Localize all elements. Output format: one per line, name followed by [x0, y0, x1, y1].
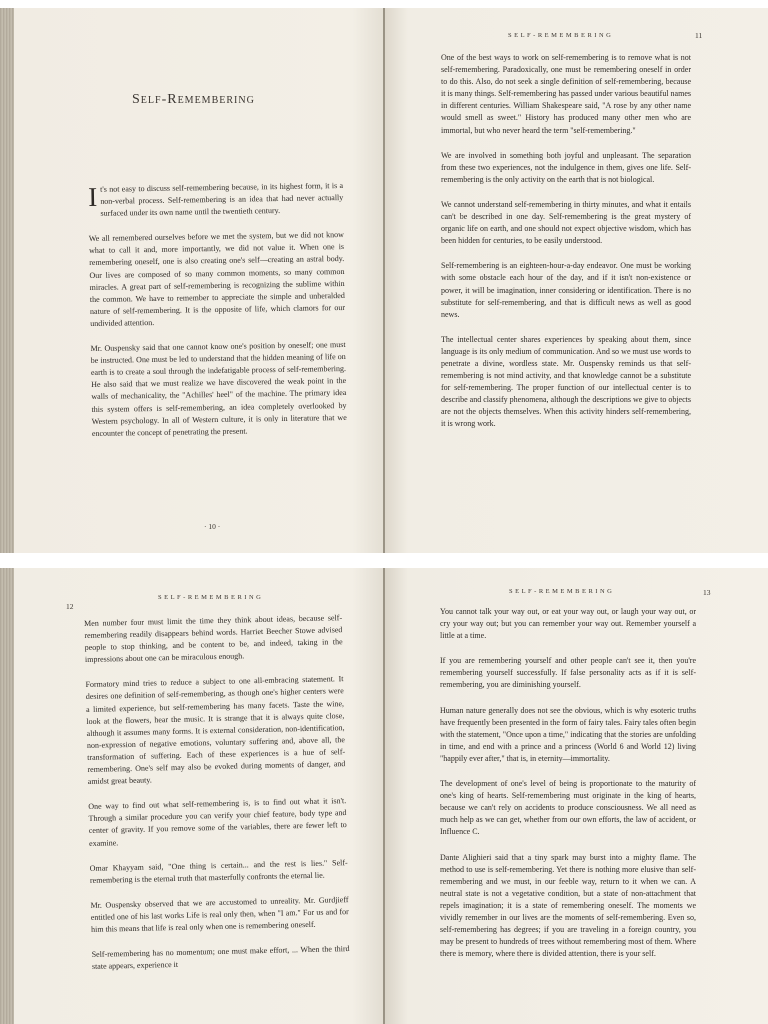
page-12-body [84, 612, 350, 986]
paragraph: If you are remembering yourself and other people can't see it, then you're remembering yourself successfully. If false personality acts as if it is self-remembering, you are diminishing yourself. [440, 656, 696, 690]
running-head: SELF-REMEMBERING [509, 588, 615, 595]
paragraph: One way to find out what self-remembering is, is to find out what it isn't. Through a similar procedure you can verify your chief feature, body type and center of gravity. If you remove some of the variables, there are fewer left to examine. [88, 796, 347, 848]
page-11 [385, 8, 768, 553]
page-11-body [441, 52, 691, 444]
paragraph: We cannot understand self-remembering in thirty minutes, and what it entails can't be described in one day. Self-remembering is the great mystery of organic life on earth, and one should not expect objective wisdom, which has been hidden for centuries, to be easily understood. [441, 199, 691, 246]
page-13-body [440, 606, 696, 973]
paragraph: One of the best ways to work on self-remembering is to remove what is not self-remembering. Paradoxically, one must be remembering oneself in order to do this. Also, do not seek a single definition of self-remembering, because it is many things. Self-remembering has passed under various beautiful names in different centuries. William Shakespeare said, "A rose by any other name would smell as sweet." History has produced many other men who are immortal, but who never heard the term "self-remembering." [441, 53, 691, 135]
paragraph: The development of one's level of being is proportionate to the maturity of one's king of hearts. Self-remembering must originate in the king of hearts, because we can't rely on accidents to produce consciousness. We all need as much help as we can get, whether from our own efforts, the law of accident, or Influence C. [440, 779, 696, 837]
paragraph: It's not easy to discuss self-remembering because, in its highest form, it is a non-verbal process. Self-remembering is an idea that had never actually surfaced under its own name until the twentieth century. [87, 180, 344, 218]
paragraph: Self-remembering has no momentum; one must make effort, ... When the third state appears, experience it [91, 944, 350, 972]
paragraph: Dante Alighieri said that a tiny spark may burst into a mighty flame. The method to use is self-remembering. Yet there is nothing more elusive than self-remembering and we must, in our feeble way, return to it when we can. A neutral state is not a vegetative condition, but a state of non-attachment that repels imagination; it is a state of remembering oneself. The moments we vividly remember in our lives are the moments of self-remembering. Even so, self-remembering has degrees; if you are traveling in a foreign country, you may be present to hundreds of trees without remembering most of them. Where there is memory, where there is divided attention, there is your self. [440, 852, 696, 959]
page-number: · 10 · [204, 522, 221, 531]
drop-cap: I [87, 181, 98, 212]
page-12 [0, 568, 383, 1024]
running-head: SELF-REMEMBERING [158, 594, 264, 601]
paragraph: Omar Khayyam said, "One thing is certain... and the rest is lies." Self-remembering is the eternal truth that masterfully confronts the eternal lie. [89, 857, 348, 885]
page-number: 13 [703, 588, 711, 597]
bottom-spread [0, 568, 768, 1024]
paragraph: We all remembered ourselves before we met the system, but we did not know what to call it and, more importantly, we did not value it. When one is remembering oneself, one is also creating one's self—creating an astral body. Our lives are composed of so many common moments, so many common miracles. A great part of self-remembering is recognizing the sublime within the common. We have to remember to appreciate the simple and unheralded nature of self-remembering. It is the opposite of life, which clamors for our undivided attention. [88, 230, 346, 328]
paragraph: Self-remembering is an eighteen-hour-a-day endeavor. One must be working with some obstacle each hour of the day, and if it isn't non-existence or power, it will be imagination, inner considering or identification. There is no substitute for self-remembering, and that is difficult news as well as good news. [441, 261, 691, 319]
paragraph: We are involved in something both joyful and unpleasant. The separation from these two experiences, not the indulgence in them, gives one life. Self-remembering is the only activity on the earth that is not biological. [441, 150, 691, 184]
paragraph: Mr. Ouspensky observed that we are accustomed to unreality. Mr. Gurdjieff entitled one of his last works Life is real only then, when "I am." For us and for him this means that life is real only when one is remembering oneself. [90, 894, 349, 934]
paragraph: Formatory mind tries to reduce a subject to one all-embracing statement. It desires one definition of self-remembering, as though one's higher centers were a limited experience, but self-remembering has many facets. Taste the wine, look at the flowers, hear the music. It is strange that it is always quite close, although it assumes many forms. It is external consideration, non-identification, non-expression of negative emotions, voluntary suffering and, above all, the transformation of suffering. Each of these experiences is a hue of self-remembering. One's self may also be evoked during moments of danger, and amidst great beauty. [85, 674, 346, 787]
page-edges [0, 568, 14, 1024]
page-number: 12 [66, 602, 74, 611]
chapter-title: Self-Remembering [132, 92, 255, 107]
paragraph: Men number four must limit the time they think about ideas, because self-remembering readily disappears behind words. Harriet Beecher Stowe advised people to stop thinking, and be content to be, and indeed, taking in the impressions about one can be miraculous enough. [84, 613, 343, 665]
page-13 [385, 568, 768, 1024]
page-number: 11 [695, 31, 703, 40]
running-head: SELF-REMEMBERING [508, 32, 614, 39]
page-10 [0, 8, 383, 553]
paragraph: You cannot talk your way out, or eat your way out, or laugh your way out, or cry your way out; but you can remember your way out. Remember yourself a little at a time. [440, 607, 696, 641]
paragraph: The intellectual center shares experiences by speaking about them, since language is its only medium of communication. And so we must use words to penetrate a divine, wordless state. Mr. Ouspensky reminds us that self-remembering is not mind activity, and that knowledge cannot be a substitute for self-remembering. The proper function of our intellectual center is to describe and classify phenomena, although the descriptions we give to objects are not the objects themselves. When this activity hinders self-remembering, it is wrong work. [441, 334, 691, 429]
paragraph: Mr. Ouspensky said that one cannot know one's position by oneself; one must be instructed. One must be led to understand that the hidden meaning of life on earth is to create a soul through the indefatigable process of self-remembering. He also said that we must realize we have discovered the weak point in the walls of mechanicality, the "Achilles' heel" of the machine. The primary idea this system offers is self-remembering, an idea completely overlooked by Western psychology. In all of Western culture, it is only in literature that we encounter the concept of penetrating the present. [90, 340, 347, 438]
top-spread [0, 8, 768, 553]
paragraph: Human nature generally does not see the obvious, which is why esoteric truths have frequently been presented in the form of fairy tales. Fairy tales often begin with the statement, "Once upon a time," indicating that the stories are unfolding in time, and end with a prince and a princess (World 6 and World 12) living "happily ever after," that is, in eternity—immortality. [440, 705, 696, 763]
page-edges [0, 8, 14, 553]
page-10-body [88, 180, 347, 453]
